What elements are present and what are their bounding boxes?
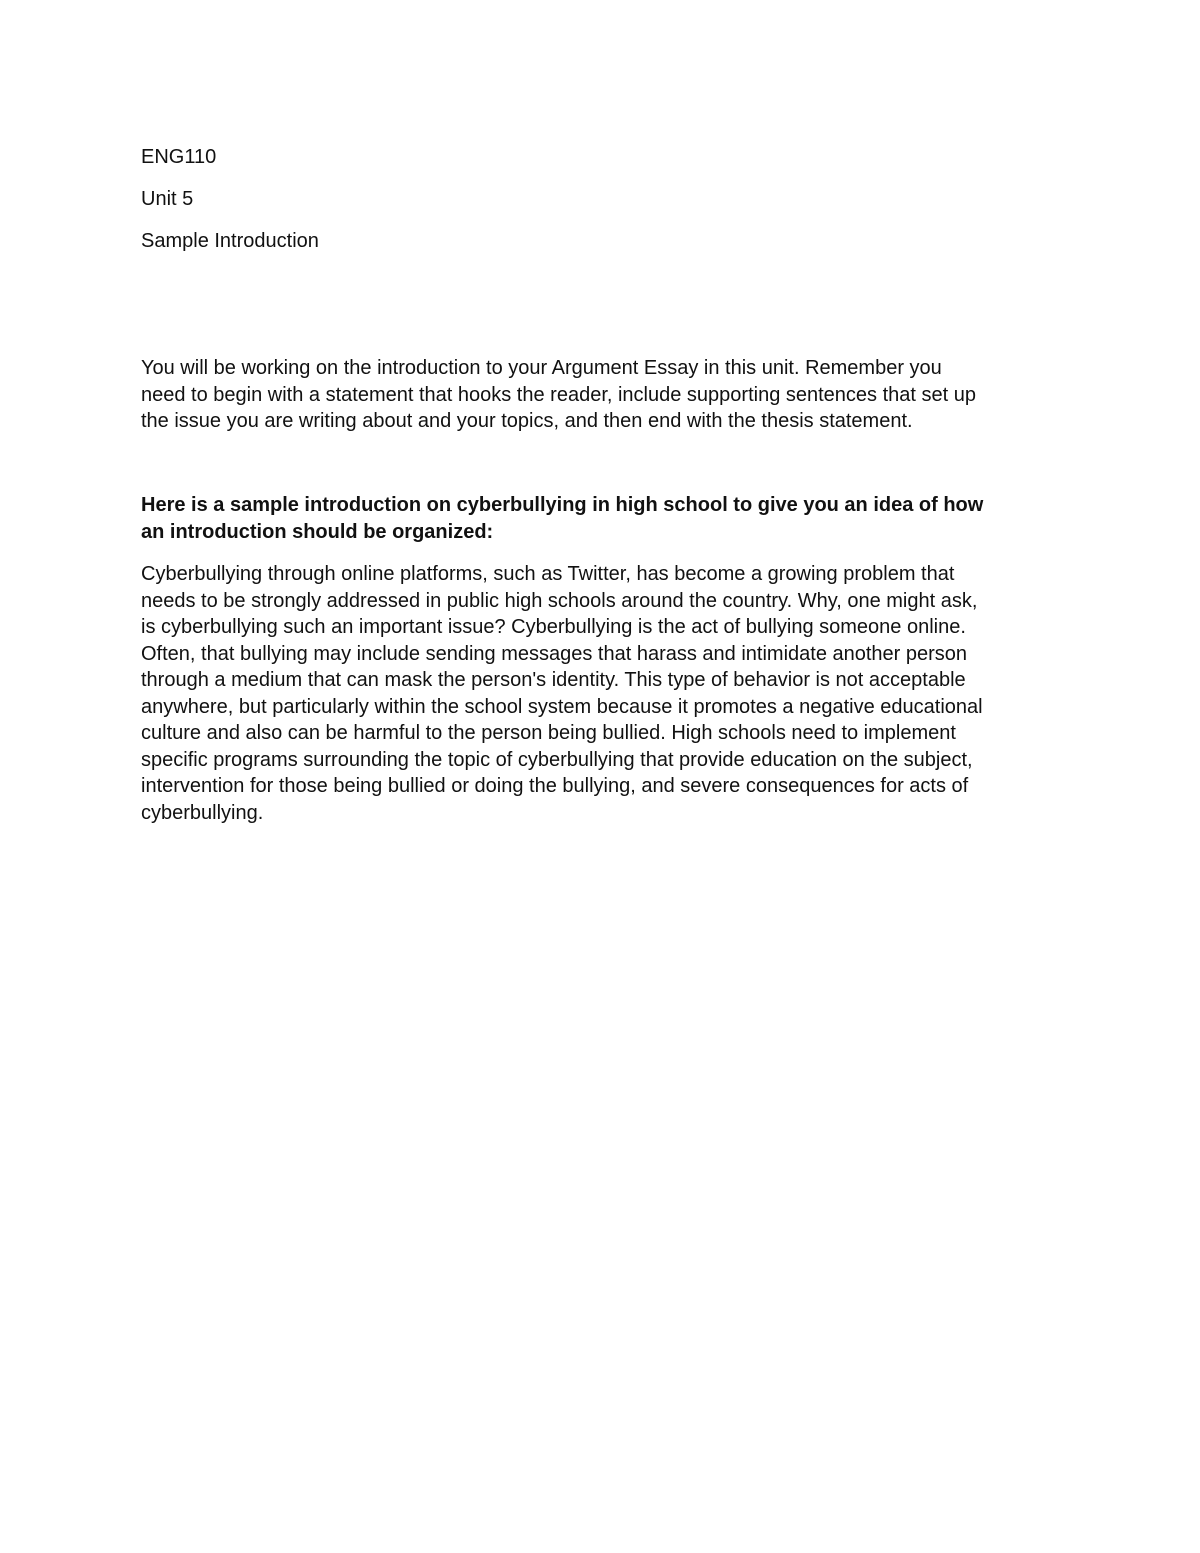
instructions-line: need to begin with a statement that hooks the reader, include supporting sentences that set up [141,383,976,406]
sample-line: intervention for those being bullied or doing the bullying, and severe consequences for acts of [141,775,969,797]
sample-line: is cyberbullying such an important issue? Cyberbullying is the act of bullying someone online. [141,616,966,638]
sample-introduction-paragraph [141,561,1071,826]
sample-line: through a medium that can mask the person's identity. This type of behavior is not acceptable [141,669,966,691]
instructions-paragraph [141,355,1071,435]
document-title: Sample Introduction [141,230,319,252]
sample-line: Often, that bullying may include sending messages that harass and intimidate another person [141,642,968,665]
instructions-line: the issue you are writing about and your topics, and then end with the thesis statement. [141,410,913,432]
sample-lead-in [141,492,1071,545]
lead-in-line: an introduction should be organized: [141,520,494,543]
sample-line: Cyberbullying through online platforms, such as Twitter, has become a growing problem that [141,563,955,585]
sample-line: needs to be strongly addressed in public high schools around the country. Why, one might ask, [141,589,978,612]
lead-in-line: Here is a sample introduction on cyberbullying in high school to give you an idea of how [141,494,984,516]
sample-line: cyberbullying. [141,801,264,824]
unit-label: Unit 5 [141,188,194,210]
sample-line: anywhere, but particularly within the school system because it promotes a negative educational [141,695,983,718]
sample-line: specific programs surrounding the topic of cyberbullying that provide education on the subject, [141,748,973,771]
instructions-line: You will be working on the introduction to your Argument Essay in this unit. Remember you [141,357,942,379]
course-code: ENG110 [141,146,217,168]
sample-line: culture and also can be harmful to the person being bullied. High schools need to implement [141,722,956,744]
